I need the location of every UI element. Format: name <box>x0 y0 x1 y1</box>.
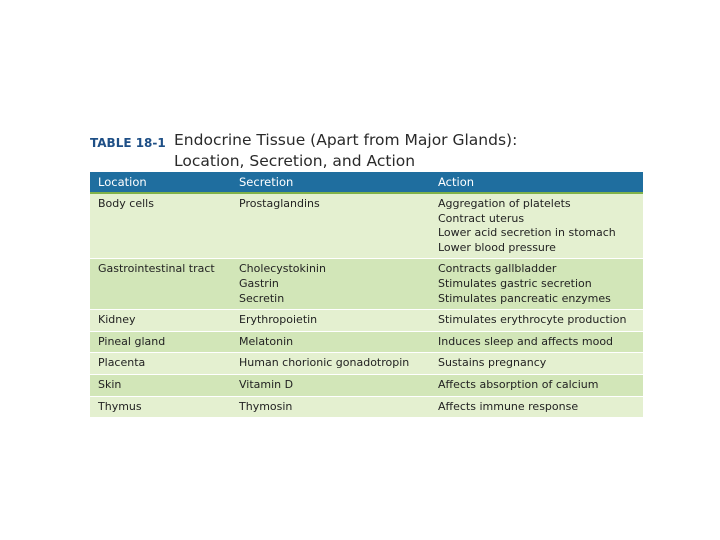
cell-secretion <box>231 310 430 332</box>
table-row <box>90 331 643 353</box>
action-line: Stimulates erythrocyte production <box>438 313 627 327</box>
cell-location: Placenta <box>98 356 146 370</box>
secretion-line: Human chorionic gonadotropin <box>239 356 410 370</box>
table-number: TABLE 18-1 <box>90 136 166 150</box>
table-title-line-1: Endocrine Tissue (Apart from Major Glands): <box>174 131 518 149</box>
cell-action <box>430 331 643 353</box>
cell-secretion <box>231 374 430 396</box>
cell-action <box>430 193 643 259</box>
action-line: Contract uterus <box>438 211 525 225</box>
cell-secretion <box>231 353 430 375</box>
secretion-line: Prostaglandins <box>239 197 320 210</box>
cell-location: Gastrointestinal tract <box>98 262 215 276</box>
action-line: Sustains pregnancy <box>438 356 547 370</box>
table-caption <box>90 129 643 169</box>
table-row <box>90 353 643 375</box>
action-line: Aggregation of platelets <box>438 197 571 210</box>
column-header-location: Location <box>98 175 147 189</box>
cell-action <box>430 353 643 375</box>
cell-location: Pineal gland <box>98 334 166 348</box>
cell-location: Body cells <box>98 197 154 210</box>
cell-secretion <box>231 331 430 353</box>
table-row <box>90 310 643 332</box>
column-header-action: Action <box>438 175 475 189</box>
table-body <box>90 193 643 418</box>
cell-action <box>430 310 643 332</box>
table-row <box>90 259 643 310</box>
endocrine-tissue-table <box>90 172 643 418</box>
secretion-line: Secretin <box>239 291 285 305</box>
action-line: Induces sleep and affects mood <box>438 334 614 348</box>
cell-secretion <box>231 259 430 310</box>
table-title-line-2: Location, Secretion, and Action <box>174 152 416 170</box>
secretion-line: Cholecystokinin <box>239 262 326 276</box>
action-line: Lower acid secretion in stomach <box>438 226 616 240</box>
table-row <box>90 396 643 418</box>
cell-secretion <box>231 193 430 259</box>
table-row <box>90 374 643 396</box>
cell-action <box>430 374 643 396</box>
action-line: Lower blood pressure <box>438 240 556 254</box>
table-title <box>174 129 517 172</box>
secretion-line: Gastrin <box>239 276 279 290</box>
action-line: Stimulates gastric secretion <box>438 276 592 290</box>
endocrine-table-figure <box>90 129 643 418</box>
cell-location: Skin <box>98 377 122 391</box>
secretion-line: Erythropoietin <box>239 313 318 327</box>
table-row <box>90 193 643 259</box>
action-line: Contracts gallbladder <box>438 262 557 276</box>
secretion-line: Thymosin <box>239 399 293 413</box>
secretion-line: Melatonin <box>239 334 294 348</box>
secretion-line: Vitamin D <box>239 377 294 391</box>
cell-action <box>430 396 643 418</box>
column-header-secretion: Secretion <box>239 175 294 189</box>
cell-action <box>430 259 643 310</box>
cell-location: Kidney <box>98 313 136 327</box>
cell-secretion <box>231 396 430 418</box>
cell-location: Thymus <box>98 399 142 413</box>
table-header-row <box>90 172 643 193</box>
action-line: Stimulates pancreatic enzymes <box>438 291 611 305</box>
action-line: Affects absorption of calcium <box>438 377 599 391</box>
action-line: Affects immune response <box>438 399 579 413</box>
